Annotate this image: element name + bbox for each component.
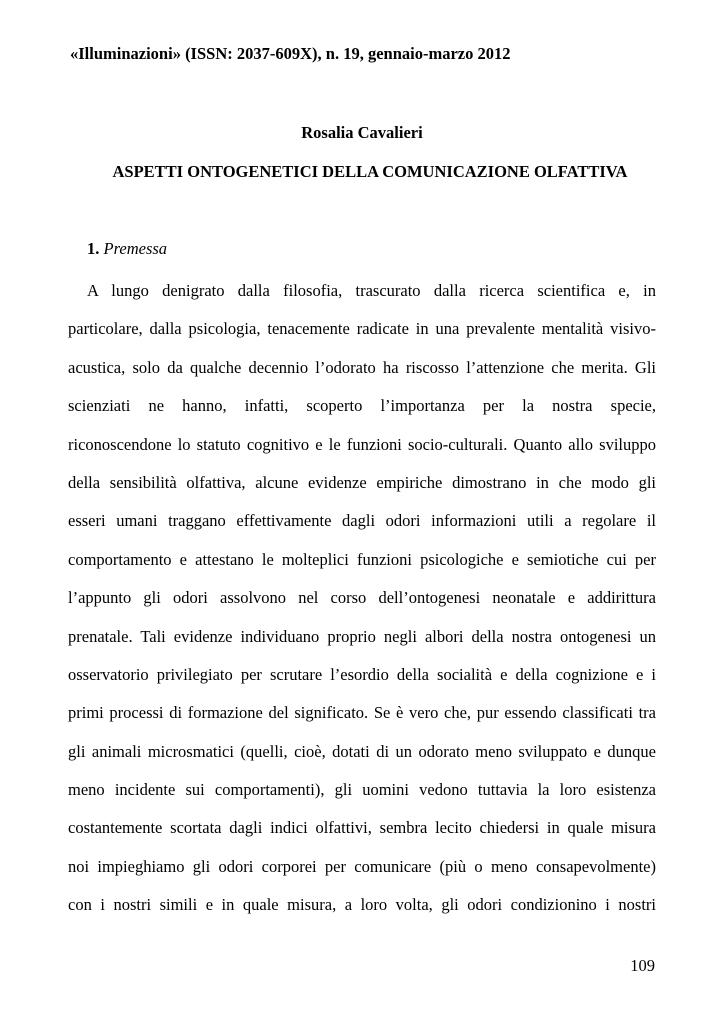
body-line: costantemente scortata dagli indici olfattivi, sembra lecito chiedersi in quale misura bbox=[68, 818, 656, 838]
body-line: con i nostri simili e in quale misura, a loro volta, gli odori condizionino i nostri bbox=[68, 895, 656, 915]
body-line: gli animali microsmatici (quelli, cioè, dotati di un odorato meno sviluppato e dunque bbox=[68, 741, 656, 761]
section-number: 1. bbox=[87, 239, 100, 258]
body-line: comportamento e attestano le molteplici funzioni psicologiche e semiotiche cui per bbox=[68, 549, 656, 569]
journal-header: «Illuminazioni» (ISSN: 2037-609X), n. 19, gennaio-marzo 2012 bbox=[70, 44, 511, 63]
body-line: particolare, dalla psicologia, tenacemente radicate in una prevalente mentalità visivo- bbox=[68, 319, 656, 339]
page-number: 109 bbox=[630, 956, 655, 975]
author-name: Rosalia Cavalieri bbox=[301, 123, 423, 142]
body-text bbox=[68, 279, 656, 932]
body-line: primi processi di formazione del significato. Se è vero che, pur essendo classificati tra bbox=[68, 703, 656, 723]
body-line: meno incidente sui comportamenti), gli uomini vedono tuttavia la loro esistenza bbox=[68, 780, 656, 800]
article-title: ASPETTI ONTOGENETICI DELLA COMUNICAZIONE OLFATTIVA bbox=[112, 162, 628, 181]
body-line: osservatorio privilegiato per scrutare l’esordio della socialità e della cognizione e i bbox=[68, 664, 656, 684]
body-line: riconoscendone lo statuto cognitivo e le funzioni socio-culturali. Quanto allo sviluppo bbox=[68, 434, 656, 454]
section-heading bbox=[87, 239, 167, 259]
body-line: della sensibilità olfattiva, alcune evidenze empiriche dimostrano in che modo gli bbox=[68, 472, 656, 492]
body-line: esseri umani traggano effettivamente dagli odori informazioni utili a regolare il bbox=[68, 511, 656, 531]
body-line: noi impieghiamo gli odori corporei per comunicare (più o meno consapevolmente) bbox=[68, 856, 656, 876]
section-title: Premessa bbox=[103, 239, 168, 258]
body-line: prenatale. Tali evidenze individuano proprio negli albori della nostra ontogenesi un bbox=[68, 626, 656, 646]
body-line: A lungo denigrato dalla filosofia, trascurato dalla ricerca scientifica e, in bbox=[87, 281, 656, 300]
body-line: scienziati ne hanno, infatti, scoperto l’importanza per la nostra specie, bbox=[68, 396, 656, 416]
body-line: acustica, solo da qualche decennio l’odorato ha riscosso l’attenzione che merita. Gli bbox=[68, 357, 656, 377]
body-line: l’appunto gli odori assolvono nel corso dell’ontogenesi neonatale e addirittura bbox=[68, 588, 656, 608]
